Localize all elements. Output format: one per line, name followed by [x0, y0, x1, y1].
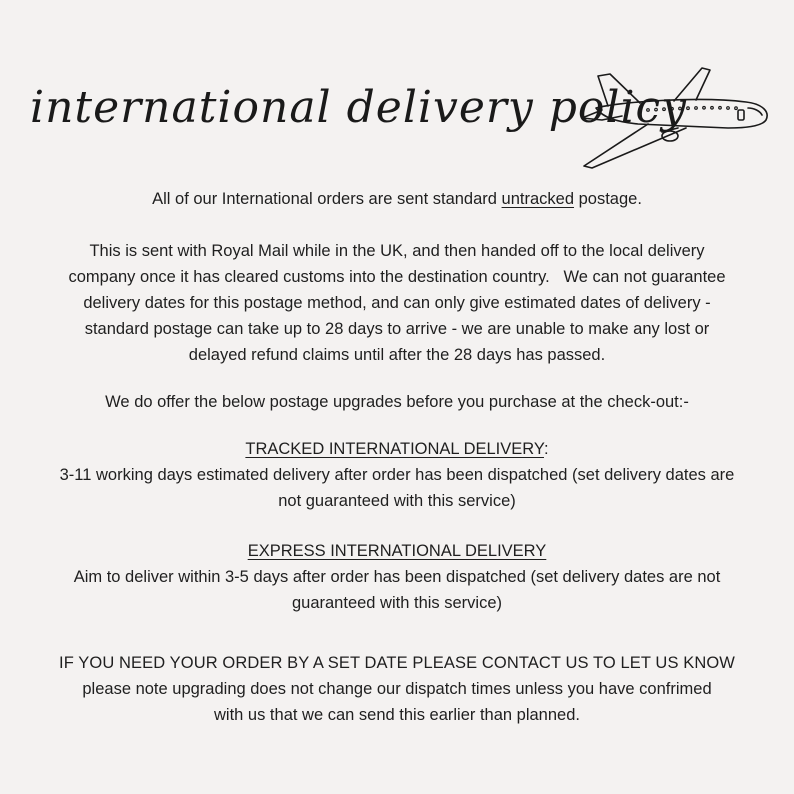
express-heading: [14, 538, 780, 564]
tracked-heading-suffix: :: [544, 440, 549, 458]
page-title-text: international delivery policy: [30, 82, 688, 133]
tracked-heading: [14, 436, 780, 462]
page-title: [20, 40, 688, 190]
paragraph-line: company once it has cleared customs into the destination country. We can not guarantee: [68, 268, 726, 286]
paragraph-line: delayed refund claims until after the 28 days has passed.: [188, 346, 606, 364]
intro-text-end: postage.: [574, 190, 642, 208]
tracked-line: 3-11 working days estimated delivery after order has been dispatched (set delivery dates are: [59, 466, 735, 484]
tracked-heading-text: TRACKED INTERNATIONAL DELIVERY: [245, 440, 544, 458]
intro-line: [14, 186, 780, 212]
paragraph-line: delivery dates for this postage method, and can only give estimated dates of delivery -: [83, 294, 711, 312]
airplane-icon: [578, 58, 774, 170]
intro-text: All of our International orders are sent standard: [152, 190, 502, 208]
express-line: guaranteed with this service): [291, 594, 503, 612]
notice-line: please note upgrading does not change our dispatch times unless you have confrimed: [82, 680, 712, 698]
express-heading-text: EXPRESS INTERNATIONAL DELIVERY: [247, 542, 547, 560]
paragraph-line: This is sent with Royal Mail while in the UK, and then handed off to the local delivery: [89, 242, 705, 260]
express-line: Aim to deliver within 3-5 days after order has been dispatched (set delivery dates are not: [73, 568, 721, 586]
paragraph-line: standard postage can take up to 28 days to arrive - we are unable to make any lost or: [84, 320, 710, 338]
notice-heading: IF YOU NEED YOUR ORDER BY A SET DATE PLEASE CONTACT US TO LET US KNOW: [59, 654, 735, 672]
policy-body: [14, 186, 780, 728]
notice-line: with us that we can send this earlier than planned.: [214, 706, 580, 724]
upgrades-intro: We do offer the below postage upgrades before you purchase at the check-out:-: [105, 393, 689, 411]
untracked-emphasis: untracked: [501, 190, 575, 208]
tracked-line: not guaranteed with this service): [278, 492, 516, 510]
